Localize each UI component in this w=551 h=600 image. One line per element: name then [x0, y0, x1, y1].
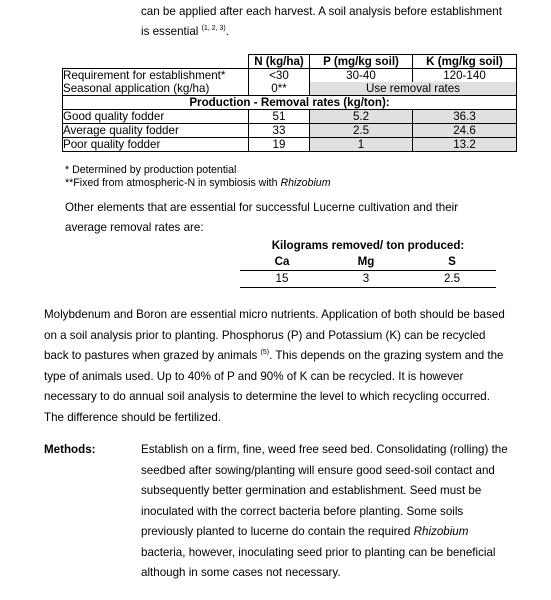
micronutrient-paragraph: [44, 305, 518, 428]
methods-label: Methods:: [44, 443, 96, 456]
table-row: [63, 138, 517, 152]
footnote-2: [65, 177, 331, 189]
methods-text-part: previously planted to lucerne do contain the required: [141, 525, 414, 538]
cell-s: 2.5: [408, 271, 496, 288]
methods-text: [141, 440, 517, 584]
header-k: K (mg/kg soil): [413, 55, 517, 69]
intro-line-2-text: is essential: [141, 25, 199, 38]
paragraph-line: type of animals used. Up to 40% of P and 90% of K can be recycled. It is however: [44, 369, 464, 383]
cell-k: 36.3: [413, 110, 517, 124]
footnote-1: * Determined by production potential: [65, 164, 237, 176]
cell-k: 120-140: [413, 69, 517, 83]
table-row: [240, 271, 496, 288]
paragraph-line: necessary to do annual soil analysis to determine the level to which recycling occurred.: [44, 390, 490, 403]
header-p: P (mg/kg soil): [310, 55, 413, 69]
cell-n: 51: [249, 110, 310, 124]
paragraph-ref: (5): [260, 349, 270, 356]
intro-line-2: [141, 22, 229, 43]
table-row: [63, 124, 517, 138]
intro-line-2-end: .: [225, 25, 229, 38]
cell-p: 5.2: [310, 110, 413, 124]
minerals-title-row: [240, 238, 496, 254]
methods-line: inoculated with the correct bacteria before planting. Some soils: [141, 504, 464, 518]
header-ca: Ca: [240, 254, 324, 271]
production-header: Production - Removal rates (kg/ton):: [63, 96, 517, 110]
table-row: [63, 69, 517, 83]
methods-line: subsequently better germination and establishment. Seed must be: [141, 484, 482, 497]
row-label: Requirement for establishment*: [63, 69, 249, 83]
table-row: [63, 82, 517, 96]
table-row: [63, 110, 517, 124]
row-label: Poor quality fodder: [63, 138, 249, 152]
paragraph-text: . This depends on the grazing system and the: [269, 349, 504, 362]
header-blank: [63, 55, 249, 69]
methods-line: Establish on a firm, fine, weed free seed bed. Consolidating (rolling) the: [141, 443, 508, 456]
minerals-table: [240, 238, 496, 288]
cell-n: <30: [249, 69, 310, 83]
cell-k: 13.2: [413, 138, 517, 152]
cell-removal-rates: Use removal rates: [310, 82, 517, 96]
footnote-2-italic: Rhizobium: [280, 177, 331, 189]
paragraph-line: on a soil analysis prior to planting. Phosphorus (P) and Potassium (K) can be recycled: [44, 328, 486, 342]
methods-line: [141, 522, 517, 543]
paragraph-text: back to pastures when grazed by animals: [44, 349, 261, 362]
minerals-header-row: [240, 254, 496, 271]
paragraph-line: The difference should be fertilized.: [44, 410, 222, 424]
cell-p: 1: [310, 138, 413, 152]
methods-line: although in some cases not necessary.: [141, 566, 341, 579]
cell-ca: 15: [240, 271, 324, 288]
cell-p: 2.5: [310, 124, 413, 138]
cell-p: 30-40: [310, 69, 413, 83]
table-header-row: [63, 55, 517, 69]
other-elements-line-2: average removal rates are:: [65, 221, 204, 234]
paragraph-line: [44, 346, 518, 367]
methods-line: bacteria, however, inoculating seed prior to planting can be beneficial: [141, 545, 496, 559]
methods-italic: Rhizobium: [413, 525, 469, 538]
other-elements-line-1: Other elements that are essential for successful Lucerne cultivation and their: [65, 201, 459, 214]
header-mg: Mg: [324, 254, 408, 271]
cell-mg: 3: [324, 271, 408, 288]
row-label: Good quality fodder: [63, 110, 249, 124]
cell-k: 24.6: [413, 124, 517, 138]
intro-ref: (1, 2, 3): [201, 25, 226, 32]
row-label: Seasonal application (kg/ha): [63, 82, 249, 96]
header-n: N (kg/ha): [249, 55, 310, 69]
cell-n: 0**: [249, 82, 310, 96]
methods-line: seedbed after sowing/planting will ensure good seed-soil contact and: [141, 463, 495, 477]
minerals-title: Kilograms removed/ ton produced:: [271, 239, 465, 252]
intro-line-1: can be applied after each harvest. A soil analysis before establishment: [141, 5, 502, 18]
production-header-row: [63, 96, 517, 110]
nutrient-table: [62, 54, 517, 152]
header-s: S: [408, 254, 496, 271]
paragraph-line: Molybdenum and Boron are essential micro nutrients. Application of both should be based: [44, 308, 505, 321]
row-label: Average quality fodder: [63, 124, 249, 138]
cell-n: 19: [249, 138, 310, 152]
footnote-2-text: **Fixed from atmospheric-N in symbiosis with: [65, 177, 281, 189]
cell-n: 33: [249, 124, 310, 138]
